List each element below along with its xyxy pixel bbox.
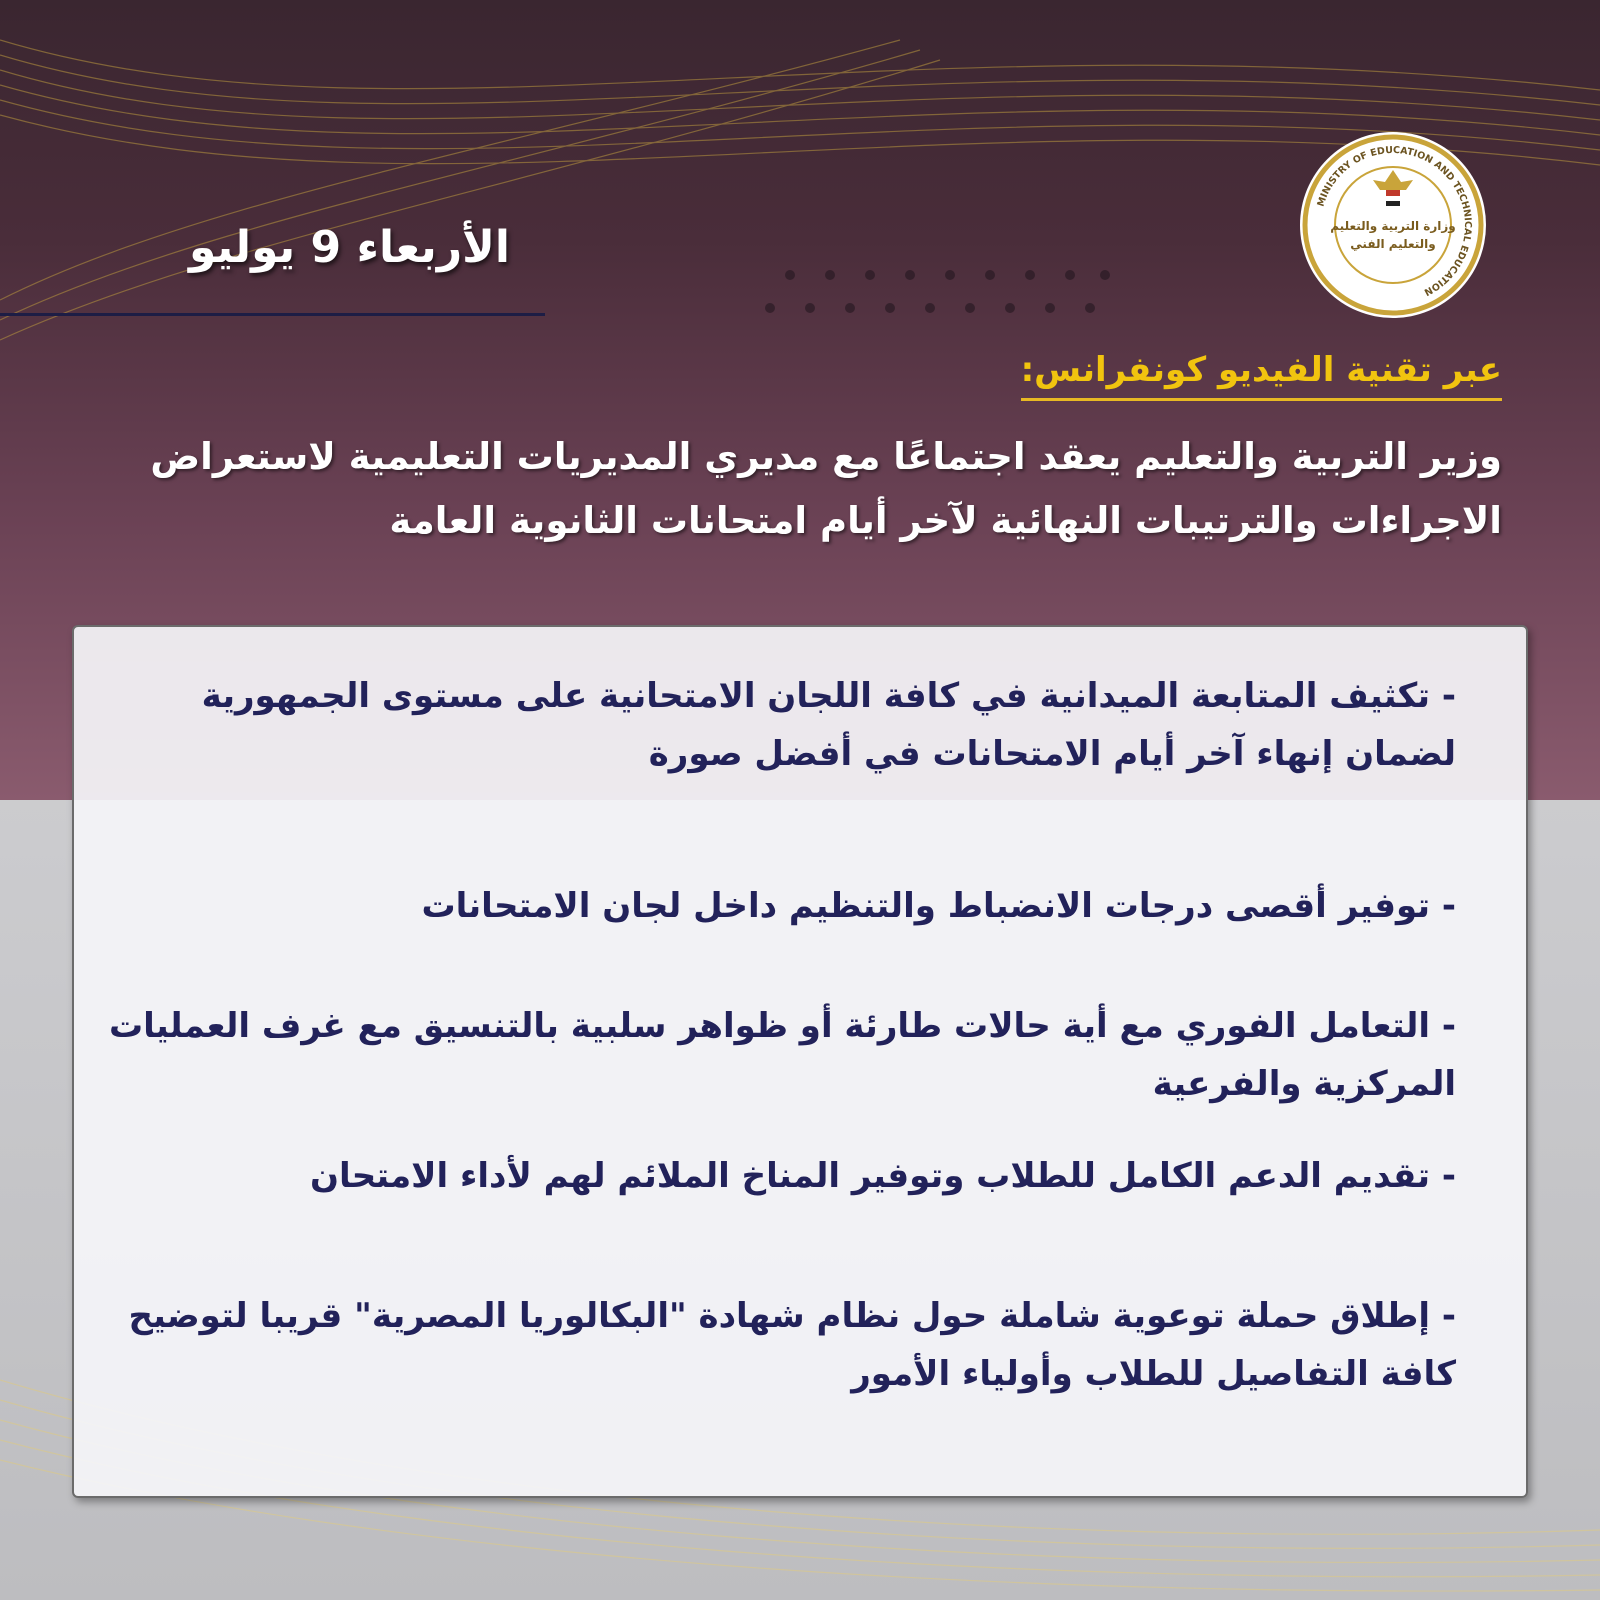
list-item: - التعامل الفوري مع أية حالات طارئة أو ظواهر سلبية بالتنسيق مع غرف العمليات المركزية والفرعية — [108, 1006, 1456, 1104]
list-item: - توفير أقصى درجات الانضباط والتنظيم داخل لجان الامتحانات — [421, 886, 1456, 926]
logo-arabic-line2: والتعليم الفني — [1350, 237, 1436, 251]
list-item: - إطلاق حملة توعوية شاملة حول نظام شهادة "البكالوريا المصرية" قريبا لتوضيح كافة التفاصيل للطلاب وأولياء الأمور — [128, 1296, 1456, 1394]
logo-arabic-line1: وزارة التربية والتعليم — [1330, 219, 1456, 233]
date-underline — [0, 313, 545, 316]
list-item: - تقديم الدعم الكامل للطلاب وتوفير المناخ الملائم لهم لأداء الامتحان — [309, 1156, 1456, 1196]
subtitle: عبر تقنية الفيديو كونفرانس: — [1021, 350, 1502, 401]
logo-ring-text: MINISTRY OF EDUCATION AND TECHNICAL EDUCATION — [1315, 144, 1474, 298]
list-item: - تكثيف المتابعة الميدانية في كافة اللجان الامتحانية على مستوى الجمهورية لضمان إنهاء آخر أيام الامتحانات في أفضل صورة — [201, 676, 1456, 774]
ministry-logo — [1298, 130, 1488, 320]
page-title: وزير التربية والتعليم يعقد اجتماعًا مع مديري المديريات التعليمية لاستعراض الاجراءات والترتيبات النهائية لآخر أيام امتحانات الثانوية العامة — [150, 435, 1502, 542]
content-card — [72, 625, 1528, 1498]
dot-pattern — [750, 268, 1120, 318]
date-label: الأربعاء 9 يوليو — [189, 222, 510, 273]
